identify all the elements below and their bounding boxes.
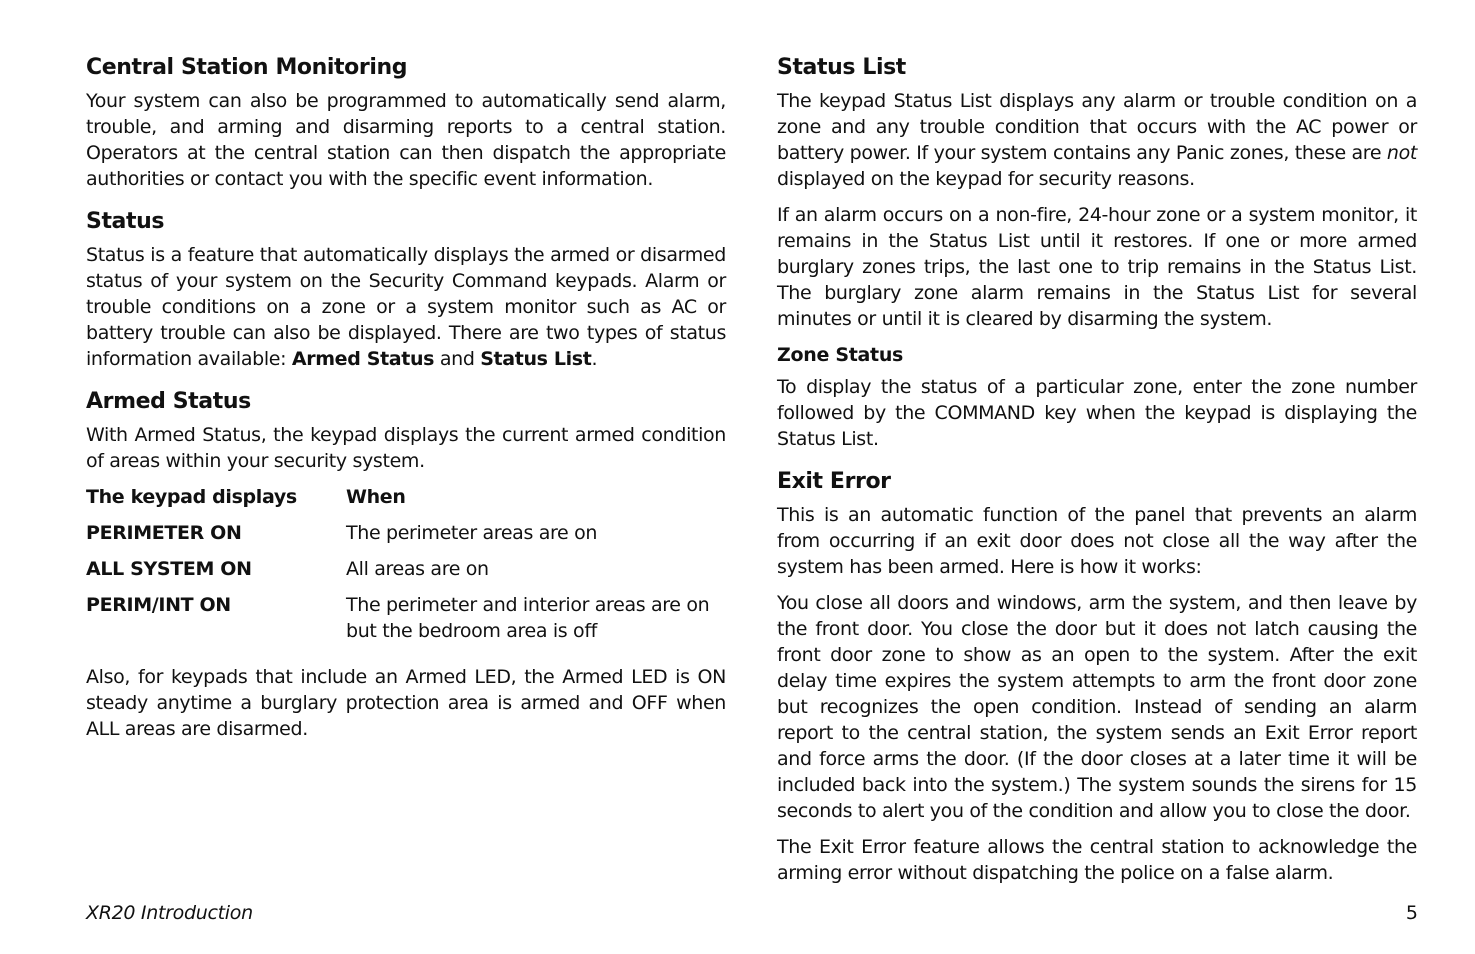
zone-status-heading: Zone Status xyxy=(777,344,904,366)
status-list-body-2: If an alarm occurs on a non-fire, 24-hour zone or a system monitor, it remains in the Status List until it restores. If one or more armed burglary zones trips, the last one to trip remains in the Status List. The burglary zone alarm remains in the Status List for several minutes or until it is cleared by disarming the system. xyxy=(777,204,1417,330)
status-list-heading: Status List xyxy=(777,55,906,80)
status-list-body-1 xyxy=(777,88,1417,192)
table-row xyxy=(86,592,726,654)
status-list-section xyxy=(777,54,1417,332)
status-list-text: The keypad Status List displays any alarm or trouble condition on a zone and any trouble condition that occurs with the AC power or battery power. If your system contains any Panic zones, these are xyxy=(777,90,1417,164)
table-header-when: When xyxy=(346,486,406,508)
zone-status-body: To display the status of a particular zone, enter the zone number followed by the COMMAND key when the keypad is displaying the Status List. xyxy=(777,376,1417,450)
armed-status-heading: Armed Status xyxy=(86,389,251,414)
table-header-display: The keypad displays xyxy=(86,486,297,508)
right-column xyxy=(777,54,1417,902)
armed-led-body: Also, for keypads that include an Armed LED, the Armed LED is ON steady anytime a burglary protection area is armed and OFF when ALL areas are disarmed. xyxy=(86,666,726,740)
status-heading: Status xyxy=(86,209,165,234)
armed-status-body: With Armed Status, the keypad displays the current armed condition of areas within your security system. xyxy=(86,424,726,472)
exit-error-body-1: This is an automatic function of the panel that prevents an alarm from occurring if an exit door does not close all the way after the system has been armed. Here is how it works: xyxy=(777,504,1417,578)
status-body-and: and xyxy=(434,348,481,370)
page-number: 5 xyxy=(1405,902,1418,924)
armed-status-section xyxy=(86,388,726,742)
keypad-display-table xyxy=(86,484,726,654)
status-section xyxy=(86,208,726,372)
zone-status-section xyxy=(777,342,1417,452)
table-cell-display: ALL SYSTEM ON xyxy=(86,558,252,580)
exit-error-section xyxy=(777,468,1417,886)
table-row xyxy=(86,520,726,556)
central-station-heading: Central Station Monitoring xyxy=(86,55,408,80)
table-cell-display: PERIMETER ON xyxy=(86,522,242,544)
table-cell-when: The perimeter areas are on xyxy=(346,522,598,544)
central-station-body: Your system can also be programmed to automatically send alarm, trouble, and arming and disarming reports to a central station. Operators at the central station can then dispatch the appropriate authorities or contact you with the specific event information. xyxy=(86,90,726,190)
left-column xyxy=(86,54,726,758)
table-row xyxy=(86,556,726,592)
status-body-end: . xyxy=(591,348,598,370)
exit-error-heading: Exit Error xyxy=(777,469,891,494)
status-list-term: Status List xyxy=(480,348,592,370)
armed-status-term: Armed Status xyxy=(291,348,435,370)
status-list-emphasis: not xyxy=(1386,142,1417,164)
table-header-row xyxy=(86,484,726,520)
footer-title: XR20 Introduction xyxy=(86,902,253,924)
status-list-text-end: displayed on the keypad for security reasons. xyxy=(777,168,1195,190)
status-body xyxy=(86,242,726,372)
table-cell-when: All areas are on xyxy=(346,558,489,580)
exit-error-body-2: You close all doors and windows, arm the system, and then leave by the front door. You close the door but it does not latch causing the front door zone to show as an open to the system. After the exit delay time expires the system attempts to arm the front door zone but recognizes the open condition. Instead of sending an alarm report to the central station, the system sends an Exit Error report and force arms the door. (If the door closes at a later time it will be included back into the system.) The system sounds the sirens for 15 seconds to alert you of the condition and allow you to close the door. xyxy=(777,592,1417,822)
central-station-section xyxy=(86,54,726,192)
table-cell-display: PERIM/INT ON xyxy=(86,594,231,616)
table-cell-when: The perimeter and interior areas are on but the bedroom area is off xyxy=(346,594,710,642)
exit-error-body-3: The Exit Error feature allows the central station to acknowledge the arming error without dispatching the police on a false alarm. xyxy=(777,836,1417,884)
status-body-text: Status is a feature that automatically displays the armed or disarmed status of your system on the Security Command keypads. Alarm or trouble conditions on a zone or a system monitor such as AC or battery trouble can also be displayed. There are two types of status information available: xyxy=(86,244,726,370)
